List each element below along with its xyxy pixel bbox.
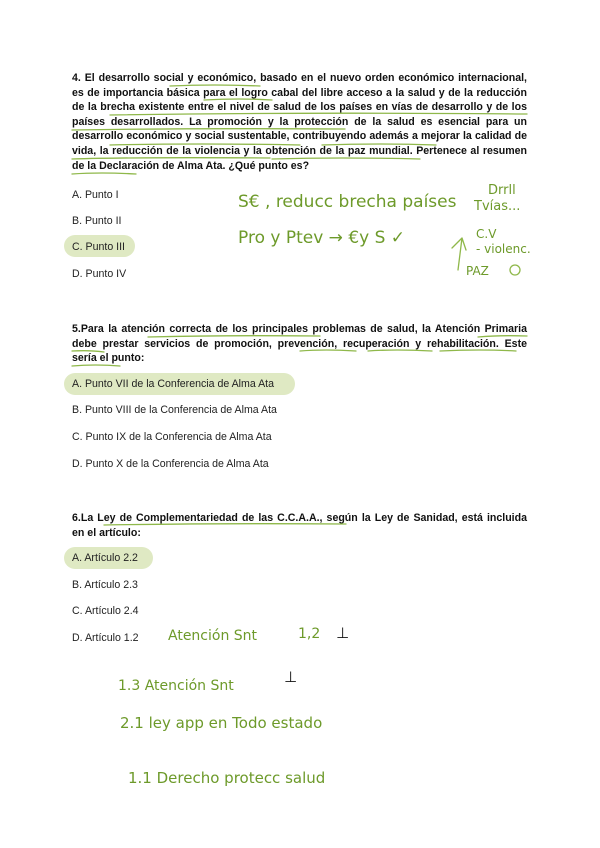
- underline: [170, 85, 260, 86]
- q6-option-c[interactable]: C. Artículo 2.4: [72, 605, 139, 617]
- handwritten-note: Drrll: [488, 183, 516, 198]
- handwritten-note: Pro y Ptev → €y S ✓: [238, 228, 406, 248]
- handwritten-note: PAZ: [466, 264, 489, 278]
- handwritten-note: 2.1 ley app en Todo estado: [120, 714, 323, 732]
- question-6-number: 6.: [72, 512, 81, 524]
- q6-option-a[interactable]: A. Artículo 2.2: [72, 552, 138, 564]
- q6-option-d[interactable]: D. Artículo 1.2: [72, 632, 139, 644]
- handwritten-note: - violenc.: [476, 242, 531, 256]
- underline: [322, 144, 436, 145]
- underline: [478, 336, 527, 337]
- q5-option-c[interactable]: C. Punto IX de la Conferencia de Alma Ata: [72, 431, 272, 443]
- smiley-icon: [510, 265, 520, 275]
- underline: [440, 350, 516, 351]
- underline: [72, 173, 136, 174]
- handwritten-note: 1.1 Derecho protecc salud: [128, 769, 326, 787]
- q6-option-b[interactable]: B. Artículo 2.3: [72, 579, 138, 591]
- underline: [204, 99, 272, 100]
- underline: [104, 524, 346, 525]
- question-4-number: 4.: [72, 72, 81, 84]
- handwritten-note: C.V: [476, 227, 497, 241]
- underline: [368, 350, 432, 351]
- q5-option-d[interactable]: D. Punto X de la Conferencia de Alma Ata: [72, 458, 269, 470]
- handwritten-note: 1.3 Atención Snt: [118, 678, 234, 694]
- dagger-mark-icon: ⊥: [336, 624, 350, 642]
- underline: [110, 144, 300, 145]
- dagger-mark-icon: ⊥: [284, 668, 298, 686]
- underline: [72, 351, 104, 352]
- underline: [72, 365, 120, 366]
- handwritten-note: 1,2: [298, 626, 321, 642]
- note-bracket: [452, 238, 466, 270]
- handwritten-note: Atención Snt: [168, 628, 258, 644]
- underline: [300, 350, 356, 351]
- q4-option-d[interactable]: D. Punto IV: [72, 268, 127, 280]
- underline: [148, 336, 320, 337]
- q4-option-c[interactable]: C. Punto III: [72, 241, 125, 253]
- handwritten-note: Tvías...: [474, 199, 521, 214]
- underline: [272, 158, 420, 159]
- q4-option-a[interactable]: A. Punto I: [72, 189, 119, 201]
- handwritten-note: S€ , reducc brecha países: [238, 192, 457, 212]
- q4-option-b[interactable]: B. Punto II: [72, 215, 122, 227]
- q5-option-a[interactable]: A. Punto VII de la Conferencia de Alma Ata: [72, 378, 274, 390]
- question-5-text: Para la atención correcta de los principales problemas de salud, la Atención Primaria debe prestar servicios de promoción, prevención, recuperación y rehabilitación. Este sería el punto:: [72, 323, 527, 365]
- q5-option-b[interactable]: B. Punto VIII de la Conferencia de Alma Ata: [72, 404, 277, 416]
- underline: [72, 158, 270, 159]
- question-5-number: 5.: [72, 323, 81, 335]
- question-6-text: La Ley de Complementariedad de las C.C.A.A., según la Ley de Sanidad, está incluida en el artículo:: [72, 512, 527, 539]
- underline: [72, 129, 345, 130]
- question-4-text: El desarrollo social y económico, basado en el nuevo orden económico internacional, es de importancia básica para el logro cabal del libre acceso a la salud y de la reducción de la brecha existente entre el nivel de salud de los países en vías de desarrollo y de los países desarrollados. La promoción y la protección de la salud es esencial para un desarrollo económico y social sustentable, contribuyendo además a mejorar la calidad de vida, la reducción de la violencia y la obtención de la paz mundial. Pertenece al resumen de la Declaración de Alma Ata. ¿Qué punto es?: [72, 72, 527, 172]
- underline: [110, 113, 527, 115]
